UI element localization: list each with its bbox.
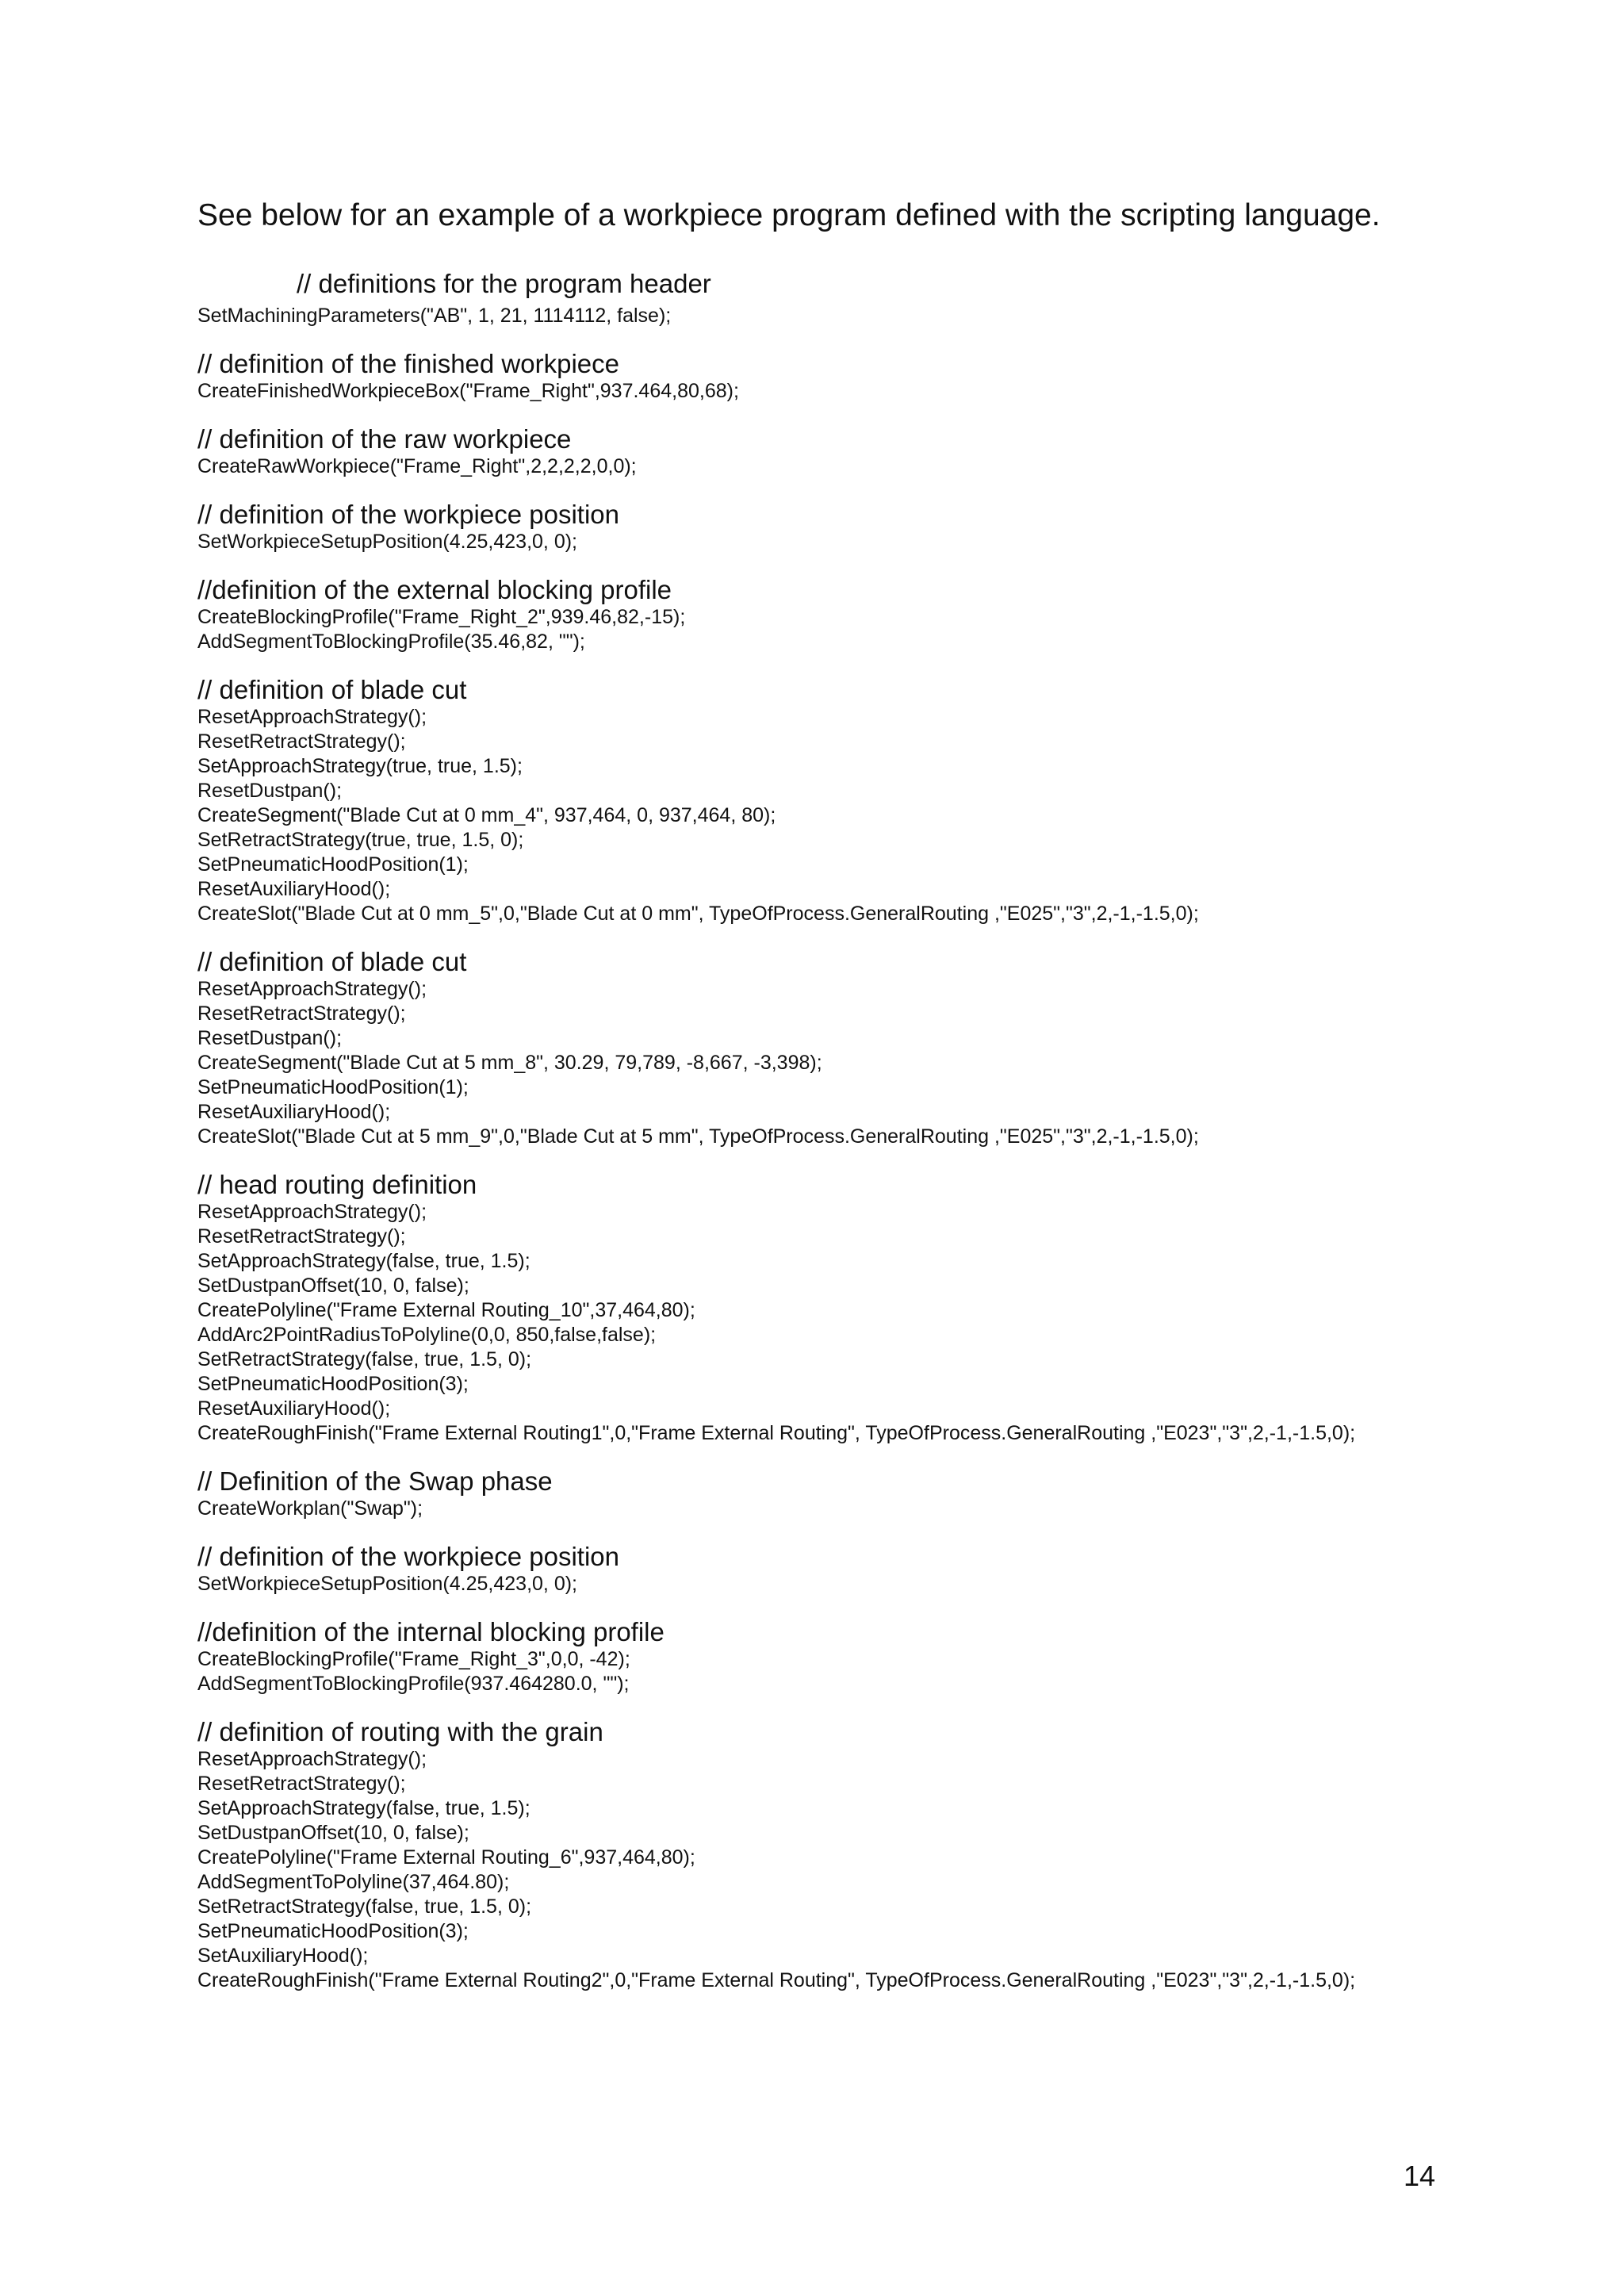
code-line: ResetAuxiliaryHood(); bbox=[197, 1397, 391, 1420]
section-comment: // definition of the finished workpiece bbox=[197, 349, 619, 378]
code-block bbox=[197, 675, 1450, 926]
code-line: SetRetractStrategy(true, true, 1.5, 0); bbox=[197, 829, 524, 851]
code-line: ResetRetractStrategy(); bbox=[197, 1225, 406, 1248]
code-line: ResetDustpan(); bbox=[197, 780, 343, 802]
code-line: CreateWorkplan("Swap"); bbox=[197, 1497, 423, 1520]
code-line: ResetApproachStrategy(); bbox=[197, 706, 427, 728]
code-block bbox=[197, 349, 1450, 404]
code-line: CreateSlot("Blade Cut at 0 mm_5",0,"Blade Cut at 0 mm", TypeOfProcess.GeneralRouting ,"E025","3",2,-1,-1.5,0); bbox=[197, 903, 1199, 925]
code-line: SetDustpanOffset(10, 0, false); bbox=[197, 1822, 469, 1844]
code-line: CreateBlockingProfile("Frame_Right_2",939.46,82,-15); bbox=[197, 606, 686, 628]
section-comment: // definition of the workpiece position bbox=[197, 500, 619, 529]
code-line: AddSegmentToBlockingProfile(937.464280.0, ""); bbox=[197, 1673, 630, 1695]
code-line: AddArc2PointRadiusToPolyline(0,0, 850,false,false); bbox=[197, 1324, 657, 1346]
code-line: CreateRawWorkpiece("Frame_Right",2,2,2,2,0,0); bbox=[197, 455, 637, 477]
code-line: CreateRoughFinish("Frame External Routing2",0,"Frame External Routing", TypeOfProcess.GeneralRouting ,"E023","3",2,-1,-1.5,0); bbox=[197, 1969, 1356, 1991]
code-block bbox=[197, 1617, 1450, 1696]
code-line: SetApproachStrategy(false, true, 1.5); bbox=[197, 1250, 530, 1272]
code-line: SetRetractStrategy(false, true, 1.5, 0); bbox=[197, 1348, 532, 1370]
code-line: AddSegmentToBlockingProfile(35.46,82, ""); bbox=[197, 631, 585, 653]
section-comment: //definition of the internal blocking profile bbox=[197, 1617, 665, 1646]
code-block bbox=[197, 500, 1450, 554]
code-line: SetWorkpieceSetupPosition(4.25,423,0, 0); bbox=[197, 531, 577, 553]
code-line: CreateRoughFinish("Frame External Routing1",0,"Frame External Routing", TypeOfProcess.GeneralRouting ,"E023","3",2,-1,-1.5,0); bbox=[197, 1422, 1356, 1444]
code-block bbox=[197, 575, 1450, 654]
code-line: SetDustpanOffset(10, 0, false); bbox=[197, 1274, 469, 1297]
code-line: CreateSegment("Blade Cut at 0 mm_4", 937,464, 0, 937,464, 80); bbox=[197, 804, 776, 826]
code-line: CreateBlockingProfile("Frame_Right_3",0,0, -42); bbox=[197, 1648, 630, 1670]
section-comment: // definition of the workpiece position bbox=[197, 1542, 619, 1571]
section-comment: // definition of routing with the grain bbox=[197, 1717, 603, 1746]
code-line: AddSegmentToPolyline(37,464.80); bbox=[197, 1871, 510, 1893]
section-comment: // head routing definition bbox=[197, 1170, 477, 1199]
code-line: SetWorkpieceSetupPosition(4.25,423,0, 0); bbox=[197, 1573, 577, 1595]
code-line: ResetApproachStrategy(); bbox=[197, 1201, 427, 1223]
code-block bbox=[197, 1542, 1450, 1596]
code-line: ResetDustpan(); bbox=[197, 1027, 343, 1049]
code-block bbox=[197, 1717, 1450, 1993]
code-line: ResetApproachStrategy(); bbox=[197, 1748, 427, 1770]
section-comment: //definition of the external blocking profile bbox=[197, 575, 672, 604]
code-line: ResetAuxiliaryHood(); bbox=[197, 878, 391, 900]
code-line: ResetAuxiliaryHood(); bbox=[197, 1101, 391, 1123]
code-line: SetMachiningParameters("AB", 1, 21, 1114112, false); bbox=[197, 305, 672, 327]
code-line: CreatePolyline("Frame External Routing_10",37,464,80); bbox=[197, 1299, 695, 1321]
code-line: ResetRetractStrategy(); bbox=[197, 730, 406, 753]
code-line: CreatePolyline("Frame External Routing_6",937,464,80); bbox=[197, 1846, 695, 1869]
code-line: SetPneumaticHoodPosition(3); bbox=[197, 1920, 469, 1942]
code-line: ResetRetractStrategy(); bbox=[197, 1002, 406, 1025]
section-comment: // definition of blade cut bbox=[197, 675, 467, 704]
code-line: SetApproachStrategy(false, true, 1.5); bbox=[197, 1797, 530, 1819]
code-line: SetPneumaticHoodPosition(1); bbox=[197, 1076, 469, 1098]
section-comment: // definition of the raw workpiece bbox=[197, 424, 572, 454]
code-line: SetRetractStrategy(false, true, 1.5, 0); bbox=[197, 1895, 532, 1918]
code-line: SetApproachStrategy(true, true, 1.5); bbox=[197, 755, 523, 777]
code-line: CreateSlot("Blade Cut at 5 mm_9",0,"Blade Cut at 5 mm", TypeOfProcess.GeneralRouting ,"E025","3",2,-1,-1.5,0); bbox=[197, 1125, 1199, 1148]
page-number: 14 bbox=[1403, 2160, 1435, 2192]
code-line: CreateSegment("Blade Cut at 5 mm_8", 30.29, 79,789, -8,667, -3,398); bbox=[197, 1052, 822, 1074]
code-block bbox=[197, 1170, 1450, 1446]
section-comment: // definition of blade cut bbox=[197, 947, 467, 976]
code-block bbox=[197, 947, 1450, 1149]
intro-paragraph: See below for an example of a workpiece program defined with the scripting language. bbox=[197, 198, 1381, 232]
script-listing bbox=[197, 264, 1450, 2014]
section-comment: // Definition of the Swap phase bbox=[197, 1466, 553, 1496]
section-comment: // definitions for the program header bbox=[297, 269, 711, 298]
code-line: CreateFinishedWorkpieceBox("Frame_Right",937.464,80,68); bbox=[197, 380, 739, 402]
code-block bbox=[197, 1466, 1450, 1521]
code-line: SetPneumaticHoodPosition(3); bbox=[197, 1373, 469, 1395]
code-line: SetAuxiliaryHood(); bbox=[197, 1945, 369, 1967]
code-block bbox=[197, 264, 1450, 328]
code-line: ResetRetractStrategy(); bbox=[197, 1773, 406, 1795]
code-line: ResetApproachStrategy(); bbox=[197, 978, 427, 1000]
code-line: SetPneumaticHoodPosition(1); bbox=[197, 853, 469, 876]
code-block bbox=[197, 424, 1450, 479]
